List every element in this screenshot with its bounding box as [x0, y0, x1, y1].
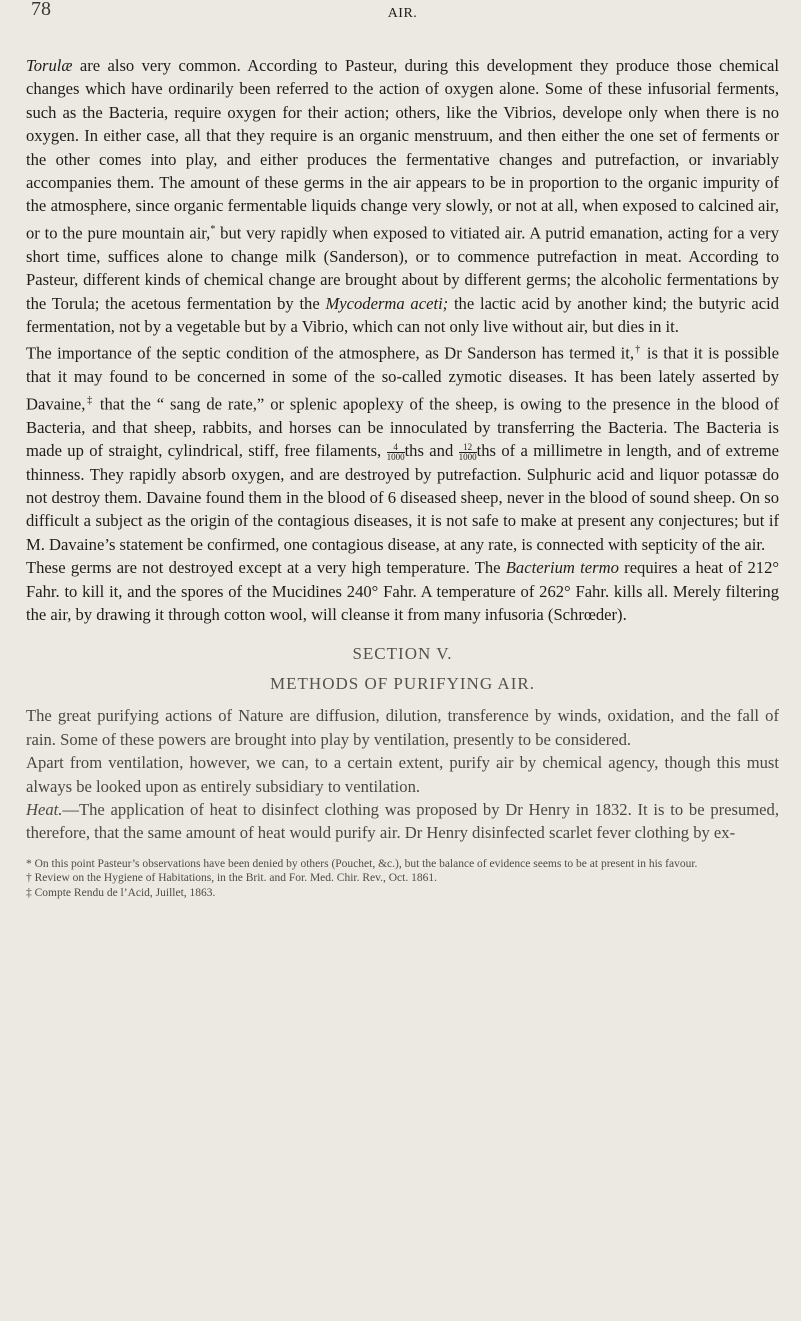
footnote-2: † Review on the Hygiene of Habitations, in the Brit. and For. Med. Chir. Rev., Oct. 1861. [26, 872, 437, 885]
fraction-four-thousandths [387, 443, 405, 462]
section-number: SECTION V. [352, 644, 453, 664]
paragraph-germs-temperature [26, 556, 779, 626]
paragraph-nature-purifying: The great purifying actions of Nature are diffusion, dilution, transference by winds, oxidation, and the fall of rain. Some of these powers are brought into play by ventilation, presently to be considered. [26, 706, 779, 749]
p1-text-b: but very rapidly when exposed to vitiated air. A putrid emanation, acting for a very short time, suffices alone to change milk (Sanderson), or to commence putrefaction in meat. According to Pasteur, different kinds of chemical change are brought about by different germs; the alcoholic fermentations by the Torula; the acetous fermentation by the [26, 223, 779, 313]
p2-text-d: ths and [404, 441, 459, 461]
p3-text-b: requires a heat of 212° Fahr. to kill it, and the spores of the Mucidines 240° Fahr. A temperature of 262° Fahr. kills all. Merely filtering the air, by drawing it through cotton wool, will cleanse it from many infusoria (Schrœder). [26, 558, 780, 624]
paragraph-torulae [26, 54, 779, 338]
bacterium-term: Bacterium termo [505, 558, 619, 578]
footnote-1: * On this point Pasteur’s observations have been denied by others (Pouchet, &c.), but the balance of evidence seems to be at present in his favour. [26, 857, 698, 870]
footnote-mark-1: * [210, 223, 216, 235]
running-head [26, 0, 779, 34]
p1-text-c: the lactic acid by another kind; the butyric acid fermentation, not by a vegetable but by a Vibrio, which can not only live without air, but dies in it. [26, 293, 780, 336]
paragraph-septic-condition [26, 338, 779, 556]
torulae-term: Torulæ [26, 56, 73, 75]
p6-text: —The application of heat to disinfect clothing was proposed by Dr Henry in 1832. It is to be presumed, therefore, that the same amount of heat would purify air. Dr Henry disinfected scarlet fever clothing by ex- [26, 799, 779, 843]
mycoderma-term: Mycoderma aceti; [325, 293, 449, 313]
page-number: 78 [31, 0, 51, 20]
footnote-mark-3: ‡ [85, 394, 94, 406]
paragraph-heat [26, 798, 779, 845]
p1-text-a: are also very common. According to Pasteur, during this development they produce those chemical changes which have ordinarily been referred to the action of oxygen alone. Some of these infusorial ferments, such as the Bacteria, require oxygen for their action; others, like the Vibrios, develope only when there is no oxygen. In either case, all that they require is an organic menstruum, and then either the one set of ferments or the other comes into play, and either produces the fermentative changes and putrefaction, or invariably accompanies them. The amount of these germs in the air appears to be in proportion to the organic impurity of the atmosphere, since organic fermentable liquids change very slowly, or not at all, when exposed to calcined air, or to the pure mountain air, [26, 56, 779, 243]
footnote-3: ‡ Compte Rendu de l’Acid, Juillet, 1863. [26, 886, 216, 899]
footnotes [26, 857, 779, 901]
p2-text-b: is that it is possible that it may found to be concerned in some of the so-called zymotic diseases. It has been lately asserted by Davaine, [26, 343, 780, 414]
fraction-2-numerator: 12 [459, 443, 477, 453]
section-title: METHODS OF PURIFYING AIR. [270, 674, 535, 694]
p3-text-a: These germs are not destroyed except at a very high temperature. The [26, 558, 506, 578]
fraction-twelve-thousandths [459, 443, 477, 462]
running-title: AIR. [387, 6, 418, 21]
p2-text-a: The importance of the septic condition of the atmosphere, as Dr Sanderson has termed it, [26, 343, 634, 363]
fraction-2-denominator: 1000 [458, 451, 477, 462]
p2-text-e: ths of a millimetre in length, and of extreme thinness. They rapidly absorb oxygen, and are destroyed by putrefaction. Sulphuric acid and liquor potassæ do not destroy them. Davaine found them in the blood of 6 diseased sheep, never in the blood of sound sheep. On so difficult a subject as the origin of the contagious diseases, it is not safe to make at present any conjectures; but if M. Davaine’s statement be confirmed, one contagious disease, at any rate, is connected with septicity of the air. [26, 441, 779, 554]
p2-text-c: that the “ sang de rate,” or splenic apoplexy of the sheep, is owing to the presence in the blood of Bacteria, and that sheep, rabbits, and horses can be innoculated by transferring the Bacteria. The Bacteria is made up of straight, cylindrical, stiff, free filaments, [26, 394, 779, 461]
footnote-mark-2: † [634, 344, 642, 356]
fraction-1-denominator: 1000 [386, 451, 405, 462]
heat-heading: Heat. [26, 799, 63, 819]
paragraph-chemical-agency: Apart from ventilation, however, we can, to a certain extent, purify air by chemical agency, though this must always be looked upon as entirely subsidiary to ventilation. [26, 753, 779, 796]
fraction-1-numerator: 4 [387, 443, 405, 453]
